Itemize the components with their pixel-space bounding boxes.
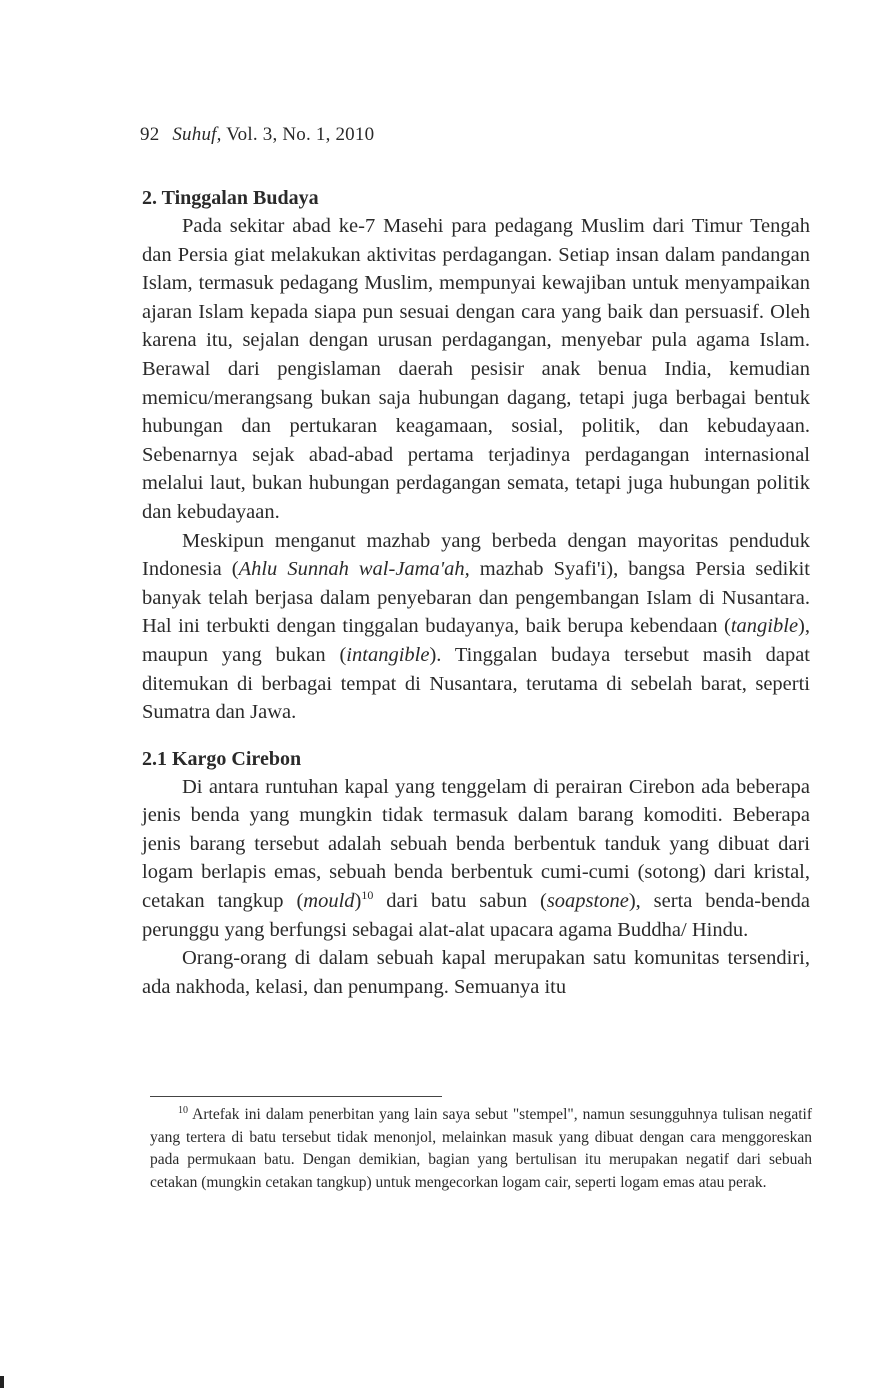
journal-title: Suhuf, — [172, 124, 222, 145]
paragraph: Orang-orang di dalam sebuah kapal merupakan satu komunitas tersendiri, ada nakhoda, kelasi, dan penumpang. Semuanya itu — [142, 947, 810, 998]
running-header — [140, 124, 374, 146]
page-number: 92 — [140, 124, 160, 145]
footnote-divider — [150, 1096, 442, 1097]
section-heading-tinggalan-budaya: 2. Tinggalan Budaya — [142, 187, 319, 209]
footnote — [150, 1104, 812, 1195]
paragraph: Pada sekitar abad ke-7 Masehi para pedagang Muslim dari Timur Tengah dan Persia giat melakukan aktivitas perdagangan. Setiap insan dalam pandangan Islam, termasuk pedagang Muslim, mempunyai kewajiban untuk menyampaikan ajaran Islam kepada siapa pun sesuai dengan cara yang baik dan persuasif. Oleh karena itu, sejalan dengan urusan perdagangan, menyebar pula agama Islam. Berawal dari pengislaman daerah pesisir anak benua India, kemudian memicu/merangsang bukan saja hubungan dagang, tetapi juga berbagai bentuk hubungan dan pertukaran keagamaan, sosial, politik, dan kebudayaan. Sebenarnya sejak abad-abad pertama terjadinya perdagangan internasional melalui laut, bukan hubungan perdagangan semata, tetapi juga hubungan politik dan kebudayaan. — [142, 215, 810, 523]
section-heading-kargo-cirebon: 2.1 Kargo Cirebon — [142, 747, 302, 770]
footnote-ref: 10 — [361, 888, 374, 903]
paragraph: Di antara runtuhan kapal yang tenggelam di perairan Cirebon ada beberapa jenis benda yang mungkin tidak termasuk dalam barang komoditi. Beberapa jenis barang tersebut adalah sebuah benda berbentuk tanduk yang dibuat dari logam berlapis emas, sebuah benda berbentuk cumi-cumi (sotong) dari kristal, cetakan tangkup (mould)$^{10}$ dari batu sabun (soapstone), serta benda-benda perunggu yang berfungsi sebagai alat-alat upacara agama Buddha/ Hindu. — [142, 775, 810, 941]
footnote-number: 10 — [178, 1104, 188, 1116]
scan-edge-mark — [0, 1376, 4, 1388]
volume-info: Vol. 3, No. 1, 2010 — [226, 124, 375, 145]
main-text — [142, 184, 810, 1001]
footnote-text: Artefak ini dalam penerbitan yang lain saya sebut "stempel", namun sesungguhnya tulisan negatif yang tertera di batu tersebut tidak menonjol, melainkan masuk yang dibuat dengan cara menggoreskan pada permukaan batu. Dengan demikian, bagian yang bertulisan itu merupakan negatif dari sebuah cetakan (mungkin cetakan tangkup) untuk mengecorkan logam cair, seperti logam emas atau perak. — [150, 1106, 812, 1192]
paragraph: Meskipun menganut mazhab yang berbeda dengan mayoritas penduduk Indonesia (Ahlu Sunnah wal-Jama'ah, mazhab Syafi'i), bangsa Persia sedikit banyak telah berjasa dalam penyebaran dan pengembangan Islam di Nusantara. Hal ini terbukti dengan tinggalan budayanya, baik berupa kebendaan (tangible), maupun yang bukan (intangible). Tinggalan budaya tersebut masih dapat ditemukan di berbagai tempat di Nusantara, terutama di sebelah barat, seperti Sumatra dan Jawa. — [142, 529, 811, 724]
